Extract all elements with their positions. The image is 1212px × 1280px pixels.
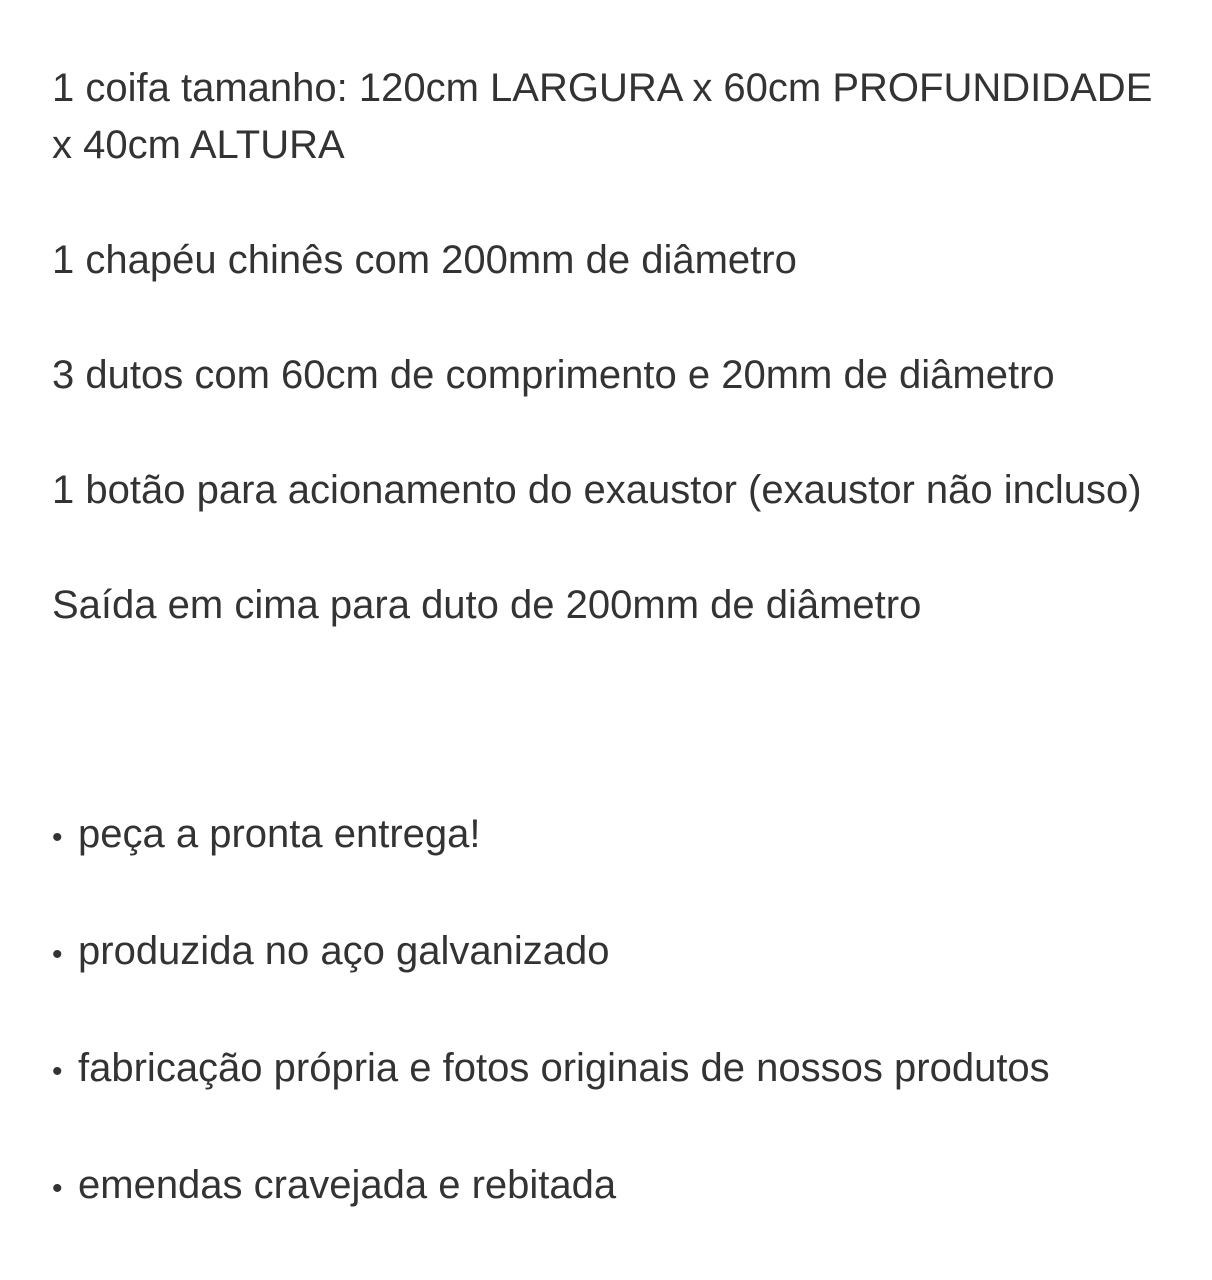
feature-riveted-seams: emendas cravejada e rebitada (78, 1163, 617, 1207)
list-item (52, 1040, 1182, 1100)
spec-chinese-hat: 1 chapéu chinês com 200mm de diâmetro (52, 238, 797, 282)
spec-hood-size: 1 coifa tamanho: 120cm LARGURA x 60cm PROFUNDIDADE x 40cm ALTURA (52, 66, 1153, 167)
spec-top-outlet: Saída em cima para duto de 200mm de diâmetro (52, 583, 922, 627)
bullet-icon: • (52, 821, 63, 854)
bullet-icon: • (52, 1172, 63, 1205)
feature-list (52, 806, 1182, 1217)
feature-ready-delivery: peça a pronta entrega! (78, 812, 481, 856)
bullet-icon: • (52, 938, 63, 971)
spec-exhaust-button: 1 botão para acionamento do exaustor (exaustor não incluso) (52, 468, 1142, 512)
feature-own-manufacturing: fabricação própria e fotos originais de nossos produtos (78, 1046, 1050, 1090)
list-item (52, 1157, 1182, 1217)
bullet-icon: • (52, 1055, 63, 1088)
list-item (52, 806, 1182, 866)
feature-galvanized-steel: produzida no aço galvanizado (78, 929, 610, 973)
list-item (52, 923, 1182, 983)
spec-ducts: 3 dutos com 60cm de comprimento e 20mm de diâmetro (52, 353, 1055, 397)
product-description (52, 60, 1182, 1217)
